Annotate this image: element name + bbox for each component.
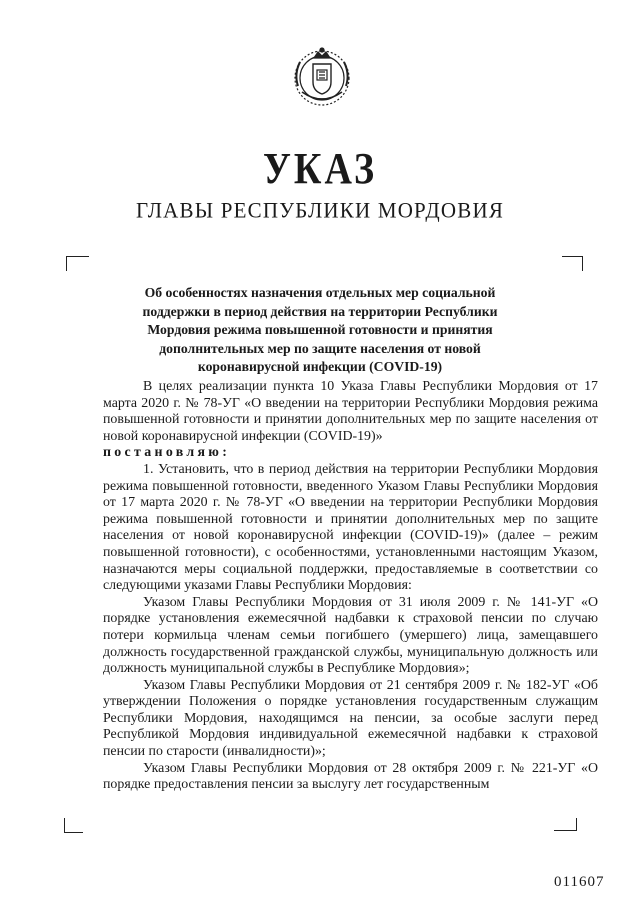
coat-of-arms-emblem [286,40,358,112]
corner-mark-top-left [66,256,89,271]
paragraph-4: Указом Главы Республики Мордовия от 28 октября 2009 г. № 221-УГ «О порядке предоставления пенсии за выслугу лет государственным [103,760,598,793]
document-number: 011607 [554,874,605,890]
preamble-text: В целях реализации пункта 10 Указа Главы Республики Мордовия от 17 марта 2020 г. № 78-УГ «О введении на территории Республики Мордовия режима повышенной готовности и принятии дополнительных мер по защите населения от новой коронавирусной инфекции (COVID-19)» [103,379,598,444]
corner-mark-bottom-left [64,818,83,833]
corner-mark-bottom-right [554,818,577,831]
decree-heading: Об особенностях назначения отдельных мер социальной поддержки в период действия на территории Республики Мордовия режима повышенной готовности и принятия дополнительных мер по защите населения от новой коронавирусной инфекции (COVID-19) [142,285,498,374]
paragraph-1: 1. Установить, что в период действия на территории Республики Мордовия режима повышенной готовности, введенного Указом Главы Республики Мордовия от 17 марта 2020 г. № 78-УГ «О введении на территории Республики Мордовия режима повышенной готовности и принятии дополнительных мер по защите населения от новой коронавирусной инфекции (COVID-19)» (далее – режим повышенной готовности), с особенностями, установленными настоящим Указом, назначаются меры социальной поддержки, предоставляемые в соответствии со следующими указами Главы Республики Мордовия: [103,461,598,594]
resolve-line [103,445,598,462]
preamble-paragraph [103,379,598,445]
document-issuer-subtitle: ГЛАВЫ РЕСПУБЛИКИ МОРДОВИЯ [135,197,505,223]
resolve-word: постановляю: [103,445,231,461]
document-type-title: УКАЗ [263,144,377,194]
paragraph-2: Указом Главы Республики Мордовия от 31 июля 2009 г. № 141-УГ «О порядке установления ежемесячной надбавки к страховой пенсии по случаю потери кормильца членам семьи погибшего (умершего) лица, замещавшего должность государственной гражданской службы, муниципальную должность или должность муниципальной службы в Республике Мордовия»; [103,594,598,677]
corner-mark-top-right [562,256,583,271]
decree-body [103,379,598,794]
paragraph-3: Указом Главы Республики Мордовия от 21 сентября 2009 г. № 182-УГ «Об утверждении Положения о порядке установления государственным служащим Республики Мордовия, находящимся на пенсии, за особые заслуги перед Республикой Мордовия индивидуальной ежемесячной надбавки к страховой пенсии по старости (инвалидности)»; [103,677,598,760]
